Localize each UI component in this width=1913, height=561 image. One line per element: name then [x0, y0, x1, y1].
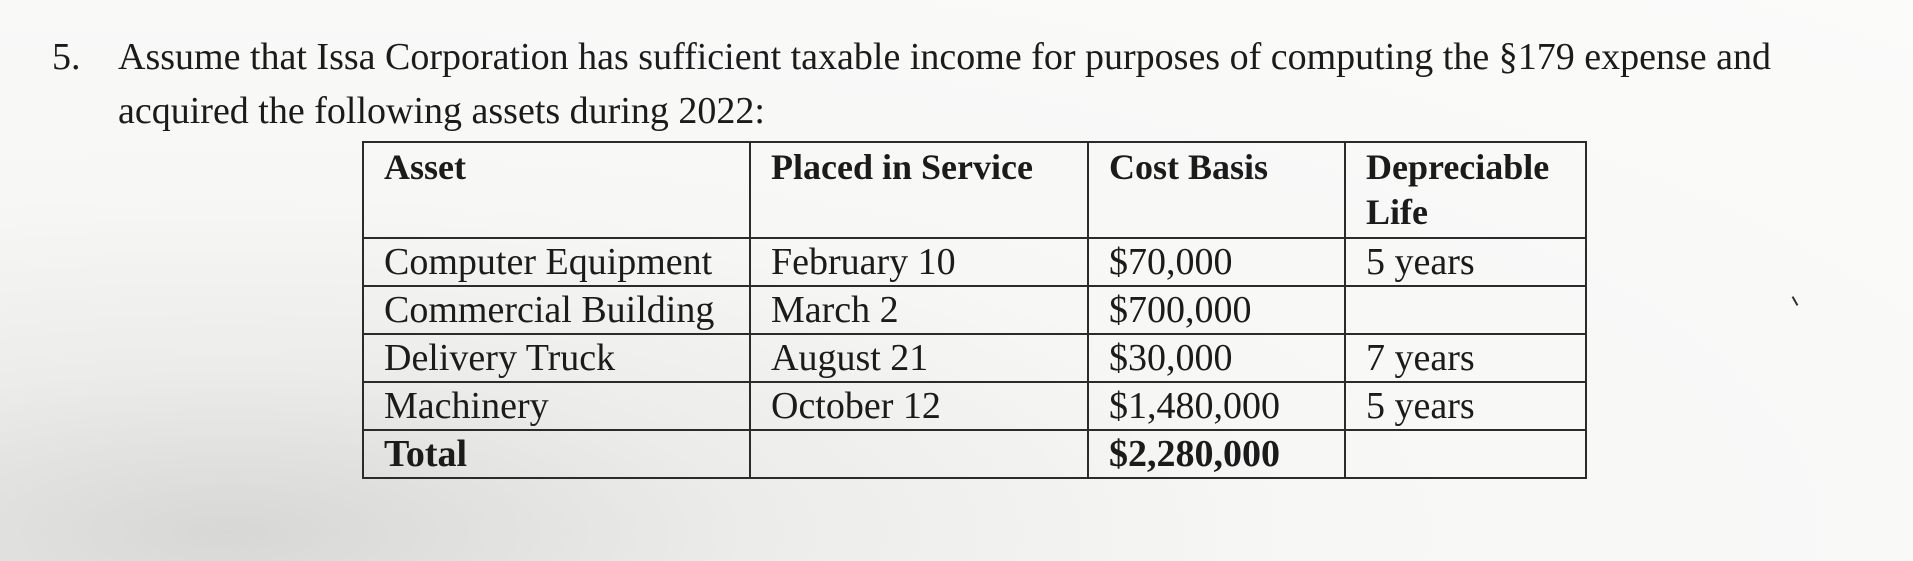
cell-placed: February 10	[750, 238, 1088, 286]
header-cost-basis: Cost Basis	[1088, 142, 1345, 238]
cell-asset: Machinery	[363, 382, 750, 430]
cell-asset: Computer Equipment	[363, 238, 750, 286]
cell-placed: August 21	[750, 334, 1088, 382]
cell-cost: $700,000	[1088, 286, 1345, 334]
header-depreciable-life-line2: Life	[1366, 192, 1428, 232]
pen-mark	[1792, 296, 1799, 306]
cell-life: 5 years	[1345, 238, 1586, 286]
table-total-row	[363, 430, 1586, 478]
total-placed-empty	[750, 430, 1088, 478]
header-depreciable-life	[1345, 142, 1586, 238]
total-label: Total	[363, 430, 750, 478]
table-header-row	[363, 142, 1586, 238]
header-depreciable-life-line1: Depreciable	[1366, 147, 1550, 187]
header-placed-in-service: Placed in Service	[750, 142, 1088, 238]
header-asset: Asset	[363, 142, 750, 238]
question-line-1: Assume that Issa Corporation has sufficient taxable income for purposes of computing the §179 expense and	[118, 36, 1771, 78]
total-life-empty	[1345, 430, 1586, 478]
table-row	[363, 334, 1586, 382]
table-row	[363, 238, 1586, 286]
table-row	[363, 286, 1586, 334]
cell-asset: Commercial Building	[363, 286, 750, 334]
total-cost: $2,280,000	[1088, 430, 1345, 478]
cell-life	[1345, 286, 1586, 334]
question-line-2: acquired the following assets during 2022:	[118, 90, 765, 132]
cell-cost: $30,000	[1088, 334, 1345, 382]
cell-cost: $70,000	[1088, 238, 1345, 286]
table-row	[363, 382, 1586, 430]
cell-placed: March 2	[750, 286, 1088, 334]
assets-table	[362, 141, 1587, 479]
cell-life: 7 years	[1345, 334, 1586, 382]
question-number: 5.	[52, 36, 81, 78]
cell-cost: $1,480,000	[1088, 382, 1345, 430]
cell-placed: October 12	[750, 382, 1088, 430]
cell-asset: Delivery Truck	[363, 334, 750, 382]
cell-life: 5 years	[1345, 382, 1586, 430]
